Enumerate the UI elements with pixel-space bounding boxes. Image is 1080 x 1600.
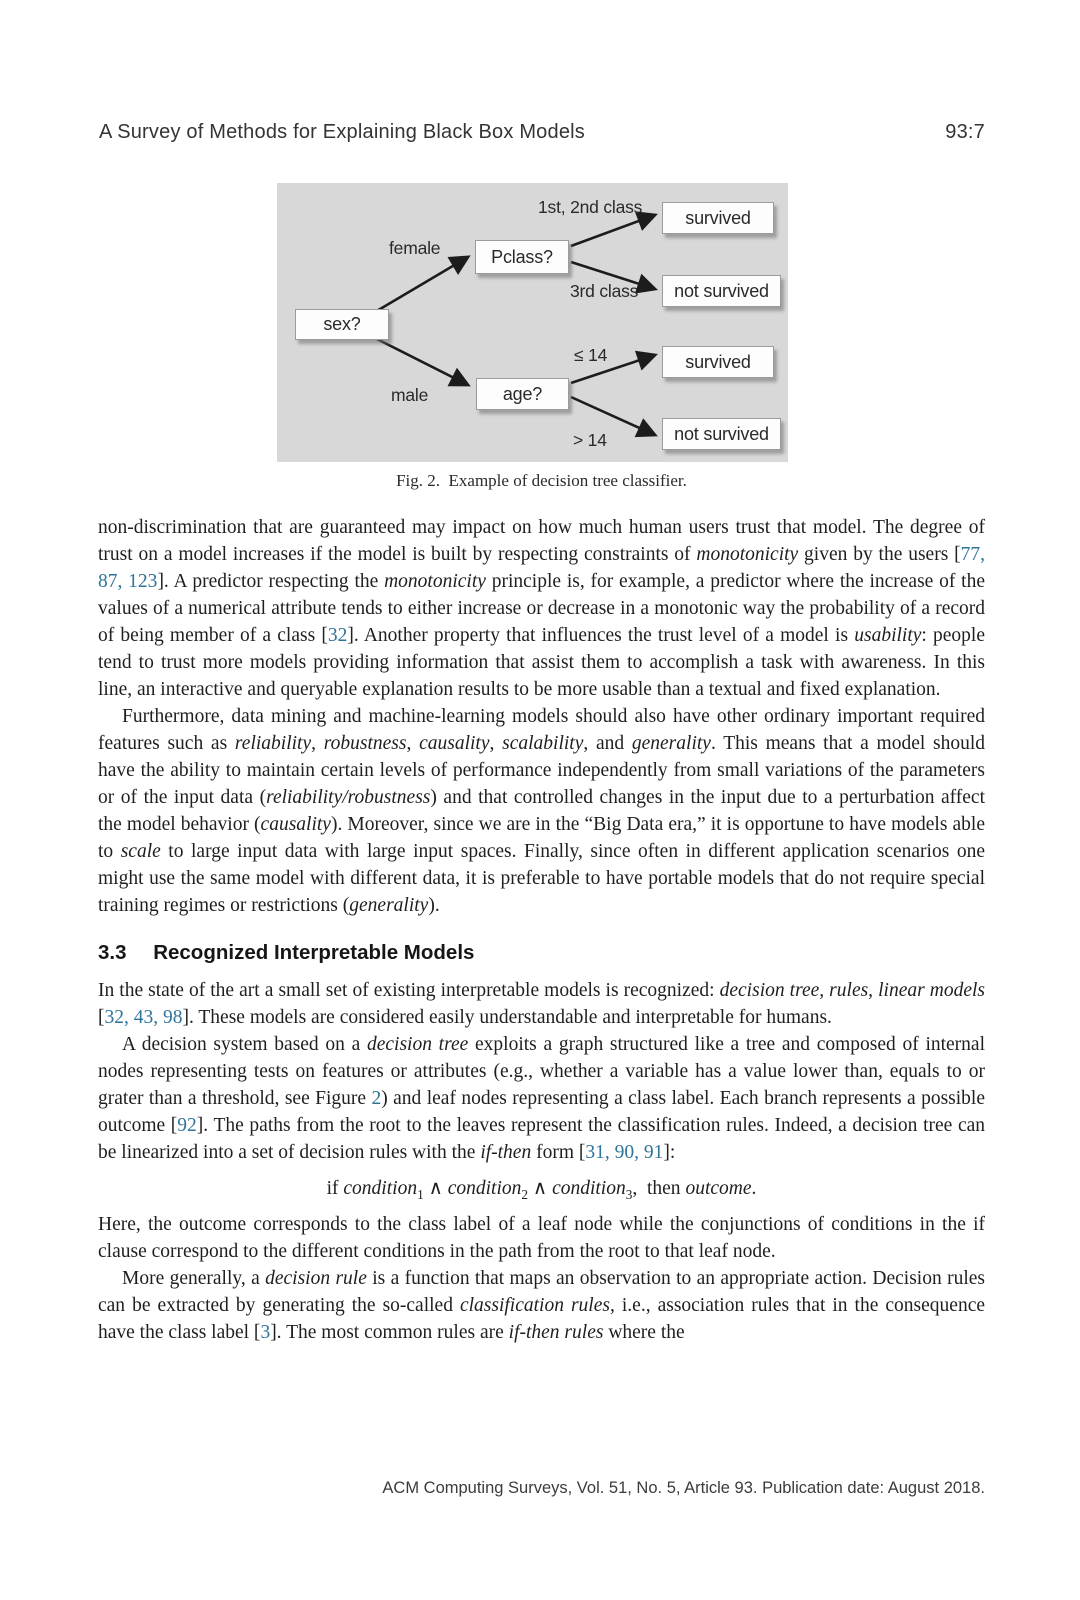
edge-label-first-second-class: 1st, 2nd class xyxy=(538,197,643,217)
edge-label-male: male xyxy=(391,385,429,405)
edge-label-female: female xyxy=(389,238,441,258)
text-run: condition xyxy=(343,1178,418,1199)
text-run: non-discrimination that are guaranteed may impact on how much human users trust that model. The degree of trust on a model increases if the model is built by respecting constraints of xyxy=(98,517,985,565)
text-run: to large input data with large input spaces. Finally, since often in different application scenarios one might use the same model with different data, it is preferable to have portable models that do not require special training regimes or restrictions ( xyxy=(98,841,985,916)
text-run: Here, the outcome corresponds to the class label of a leaf node while the conjunctions of conditions in the if clause correspond to the different conditions in the path from the root to that leaf node. xyxy=(98,1214,985,1262)
edge-label-age-young: ≤ 14 xyxy=(574,345,608,365)
text-run: ) and that controlled changes in the input due to a perturbation affect the model behavior ( xyxy=(98,787,985,835)
edge-label-third-class: 3rd class xyxy=(570,281,639,301)
text-run: A decision system based on a xyxy=(122,1034,367,1055)
text-run: decision rule xyxy=(265,1268,367,1289)
text-run: ]. Another property that influences the trust level of a model is xyxy=(347,625,855,646)
text-run: causality xyxy=(260,814,331,835)
text-run: ∧ xyxy=(423,1178,448,1199)
text-run: robustness xyxy=(323,733,407,754)
text-run: Furthermore, data mining and machine-learning models should also have other ordinary important required features such as xyxy=(98,706,985,754)
tree-leaf-survived-male: survived xyxy=(662,346,774,378)
tree-node-sex: sex? xyxy=(295,309,389,340)
equation-if-then xyxy=(98,1175,985,1202)
running-title: A Survey of Methods for Explaining Black Box Models xyxy=(99,121,585,143)
text-run: generality xyxy=(349,895,429,916)
text-run: ]. The paths from the root to the leaves represent the classification rules. Indeed, a decision tree can be linearized into a set of decision rules with the xyxy=(98,1115,986,1163)
text-run: . xyxy=(751,1178,757,1199)
paragraph-required-features xyxy=(98,703,985,919)
section-heading xyxy=(98,939,985,966)
citation-link[interactable]: 32 xyxy=(327,625,348,646)
text-run: reliability/robustness xyxy=(266,787,431,808)
text-run: form [ xyxy=(531,1142,586,1163)
text-run: 2 xyxy=(521,1186,529,1202)
text-run: ]: xyxy=(663,1142,676,1163)
section-number: 3.3 xyxy=(98,941,127,964)
paragraph-decision-rule xyxy=(98,1265,985,1346)
text-run: , xyxy=(311,733,324,754)
text-run: principle is, for example, a predictor where the increase of the values of a numerical attribute tends to either increase or decrease in a monotonic way the probability of a record of being member of a class [ xyxy=(98,571,985,646)
citation-link[interactable]: 2 xyxy=(371,1088,382,1109)
paragraph-outcome xyxy=(98,1211,985,1265)
citation-link[interactable]: 31, 90, 91 xyxy=(585,1142,664,1163)
text-run: ∧ xyxy=(528,1178,553,1199)
text-run: ). Moreover, since we are in the “Big Data era,” it is opportune to have models able to xyxy=(98,814,985,862)
text-run: ]. The most common rules are xyxy=(270,1322,509,1343)
text-run: More generally, a xyxy=(122,1268,266,1289)
section-title: Recognized Interpretable Models xyxy=(153,941,475,964)
text-run: , xyxy=(489,733,503,754)
tree-node-age: age? xyxy=(476,378,569,410)
tree-leaf-survived-female: survived xyxy=(662,202,774,234)
paragraph-decision-tree xyxy=(98,1031,985,1166)
paragraph-trust xyxy=(98,514,985,703)
article-body xyxy=(98,514,985,1346)
text-run: : people tend to trust more models providing information that assist them to accomplish a task with awareness. In this line, an interactive and queryable explanation results to be more usable than a textual and fixed explanation. xyxy=(98,625,985,700)
text-run: ) and leaf nodes representing a class label. Each branch represents a possible outcome [ xyxy=(98,1088,986,1136)
text-run: 3 xyxy=(625,1186,633,1202)
text-run: . This means that a model should have the ability to maintain certain levels of performance independently from small variations of the parameters or of the input data ( xyxy=(98,733,986,808)
text-run: usability xyxy=(854,625,922,646)
figure-decision-tree xyxy=(277,183,788,462)
text-run: [ xyxy=(98,1007,105,1028)
citation-link[interactable]: 77, 87, 123 xyxy=(98,544,985,592)
text-run: decision tree xyxy=(366,1034,469,1055)
text-run: if-then rules xyxy=(508,1322,604,1343)
text-run: if xyxy=(326,1178,344,1199)
text-run: condition xyxy=(552,1178,626,1199)
text-run: ]. These models are considered easily understandable and interpretable for humans. xyxy=(182,1007,832,1028)
tree-node-pclass: Pclass? xyxy=(475,240,569,274)
text-run: given by the users [ xyxy=(798,544,961,565)
text-run: scale xyxy=(120,841,161,862)
journal-footer: ACM Computing Surveys, Vol. 51, No. 5, Article 93. Publication date: August 2018. xyxy=(382,1479,985,1497)
text-run: outcome xyxy=(685,1178,752,1199)
branch-arrow-first-second-class xyxy=(571,215,655,246)
text-run: generality xyxy=(631,733,711,754)
text-run: monotonicity xyxy=(696,544,799,565)
text-run: is a function that maps an observation to an appropriate action. Decision rules can be extracted by generating the so-called xyxy=(98,1268,985,1316)
page-number: 93:7 xyxy=(945,121,985,143)
text-run: causality xyxy=(419,733,490,754)
citation-link[interactable]: 32, 43, 98 xyxy=(104,1007,183,1028)
branch-arrow-male xyxy=(375,338,468,385)
edge-label-age-old: > 14 xyxy=(573,430,607,450)
tree-leaf-not-survived-male: not survived xyxy=(662,418,781,450)
text-run: , xyxy=(406,733,420,754)
text-run: classification rules xyxy=(459,1295,610,1316)
text-run: ]. A predictor respecting the xyxy=(157,571,385,592)
text-run: scalability xyxy=(502,733,584,754)
text-run: , i.e., association rules that in the consequence have the class label [ xyxy=(98,1295,986,1343)
page-header xyxy=(99,121,985,144)
text-run: , and xyxy=(583,733,632,754)
paragraph-recognized-models xyxy=(98,977,985,1031)
text-run: if-then xyxy=(480,1142,532,1163)
text-run: reliability xyxy=(234,733,312,754)
branch-arrow-female xyxy=(375,257,468,312)
text-run: decision tree, rules, linear models xyxy=(719,980,985,1001)
tree-leaf-not-survived-female: not survived xyxy=(662,275,781,307)
text-run: 1 xyxy=(417,1186,424,1202)
citation-link[interactable]: 3 xyxy=(260,1322,271,1343)
text-run: where the xyxy=(603,1322,685,1343)
text-run: In the state of the art a small set of existing interpretable models is recognized: xyxy=(98,980,720,1001)
text-run: , then xyxy=(632,1178,686,1199)
text-run: exploits a graph structured like a tree and composed of internal nodes representing tests on features or attributes (e.g., whether a variable has a value lower than, equals to or grater than a threshold, see Figure xyxy=(98,1034,986,1109)
citation-link[interactable]: 92 xyxy=(177,1115,197,1136)
text-run: condition xyxy=(447,1178,522,1199)
figure-caption: Fig. 2. Example of decision tree classifier. xyxy=(396,471,687,490)
text-run: monotonicity xyxy=(384,571,486,592)
text-run: ). xyxy=(428,895,440,916)
